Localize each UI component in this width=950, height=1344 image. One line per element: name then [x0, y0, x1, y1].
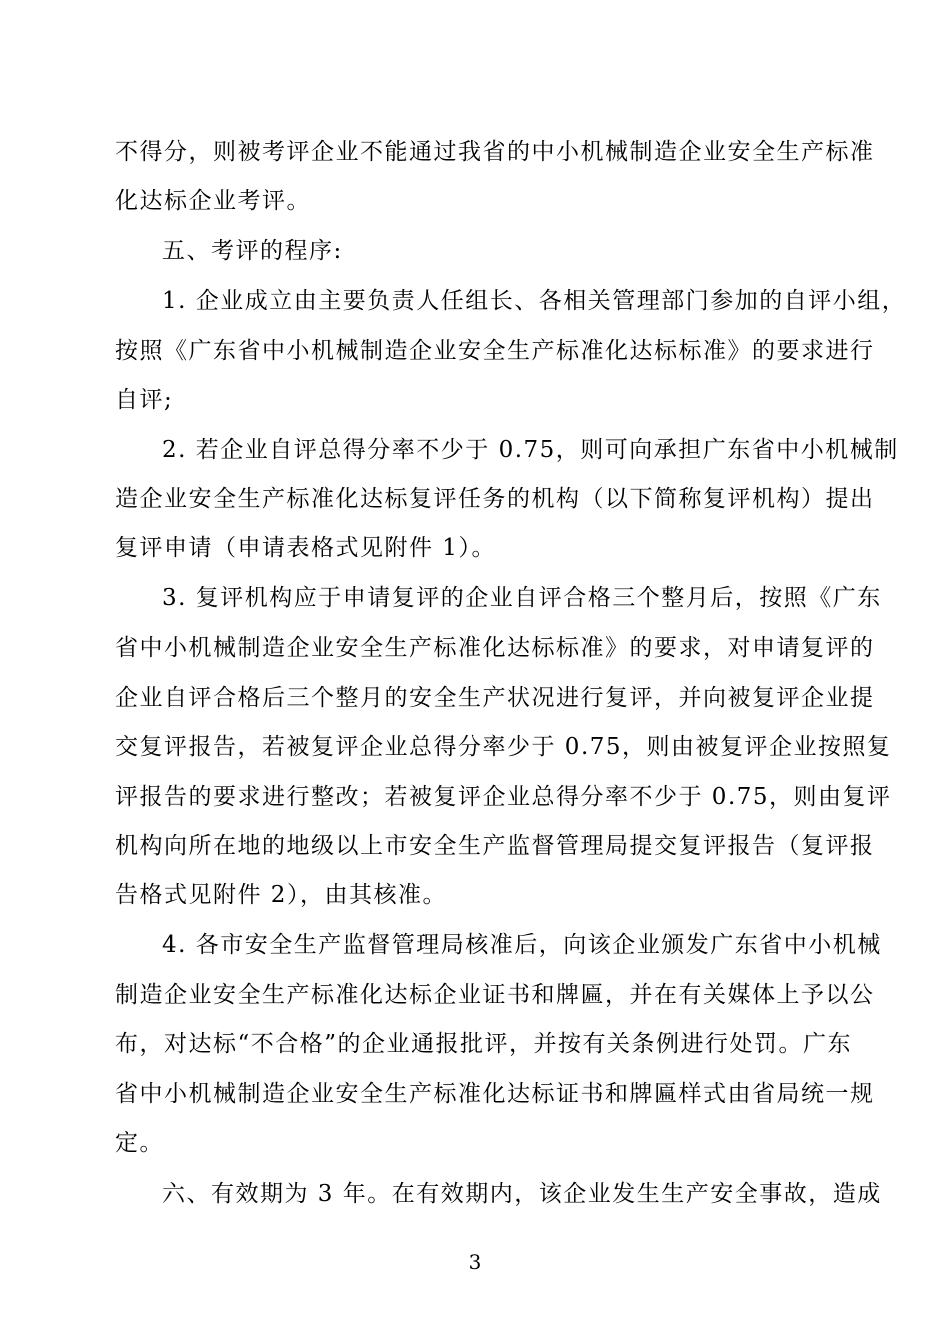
text-line: 制造企业安全生产标准化达标企业证书和牌匾，并在有关媒体上予以公 — [115, 982, 875, 1008]
text-line: 评报告的要求进行整改；若被复评企业总得分率不少于 0.75，则由复评 — [115, 784, 892, 810]
text-line: 按照《广东省中小机械制造企业安全生产标准化达标标准》的要求进行 — [115, 338, 875, 364]
section-heading: 六、有效期为 3 年。在有效期内，该企业发生生产安全事故，造成 — [162, 1181, 882, 1207]
text-line: 4. 各市安全生产监督管理局核准后，向该企业颁发广东省中小机械 — [162, 932, 882, 958]
text-line: 企业自评合格后三个整月的安全生产状况进行复评，并向被复评企业提 — [115, 685, 875, 711]
text-line: 3. 复评机构应于申请复评的企业自评合格三个整月后，按照《广东 — [162, 585, 882, 611]
text-line: 复评申请（申请表格式见附件 1）。 — [115, 535, 496, 561]
section-heading: 五、考评的程序: — [162, 238, 343, 264]
text-line: 交复评报告，若被复评企业总得分率少于 0.75，则由被复评企业按照复 — [115, 734, 892, 760]
text-line: 化达标企业考评。 — [115, 188, 311, 214]
text-line: 定。 — [115, 1130, 164, 1156]
text-line: 1. 企业成立由主要负责人任组长、各相关管理部门参加的自评小组， — [162, 288, 907, 314]
text-line: 省中小机械制造企业安全生产标准化达标标准》的要求，对申请复评的 — [115, 635, 875, 661]
text-line: 机构向所在地的地级以上市安全生产监督管理局提交复评报告（复评报 — [115, 833, 875, 859]
text-line: 布，对达标“不合格”的企业通报批评，并按有关条例进行处罚。广东 — [115, 1031, 853, 1057]
page-number: 3 — [468, 1250, 482, 1274]
text-line: 自评; — [115, 387, 174, 413]
text-line: 不得分，则被考评企业不能通过我省的中小机械制造企业安全生产标准 — [115, 139, 875, 165]
text-line: 省中小机械制造企业安全生产标准化达标证书和牌匾样式由省局统一规 — [115, 1081, 875, 1107]
text-line: 告格式见附件 2），由其核准。 — [115, 882, 447, 908]
text-line: 2. 若企业自评总得分率不少于 0.75，则可向承担广东省中小机械制 — [162, 437, 899, 463]
text-line: 造企业安全生产标准化达标复评任务的机构（以下简称复评机构）提出 — [115, 486, 875, 512]
